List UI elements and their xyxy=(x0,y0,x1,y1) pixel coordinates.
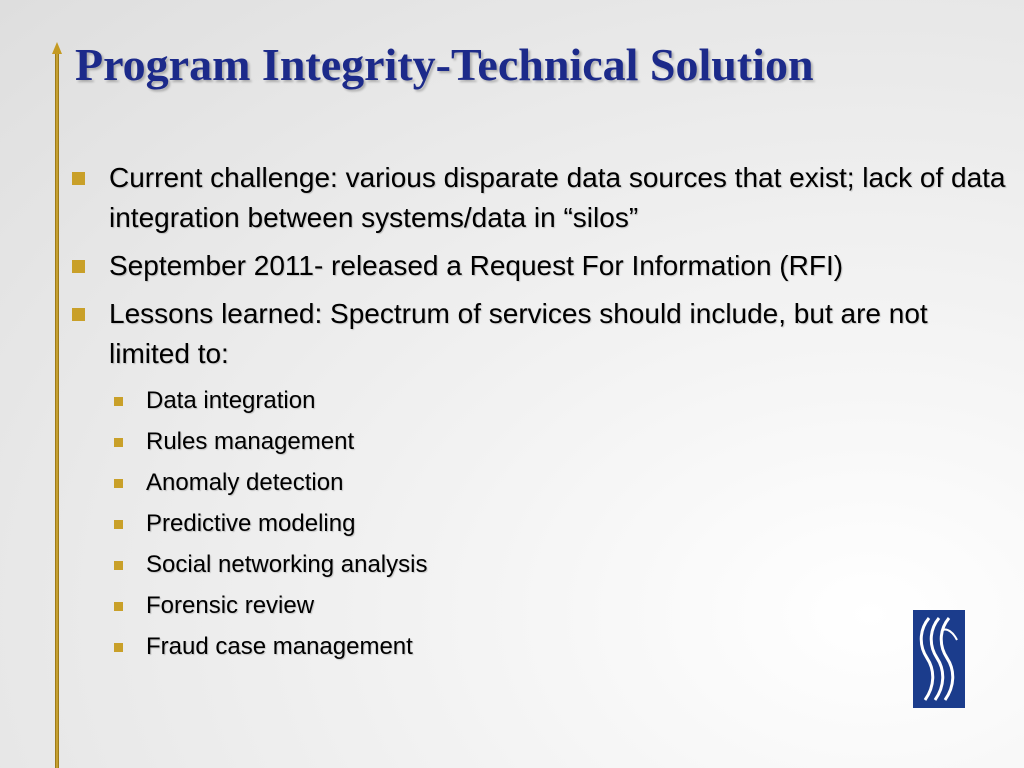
sub-bullet-item xyxy=(72,632,1012,662)
sub-bullet-text: Social networking analysis xyxy=(146,551,428,578)
sub-bullet-item xyxy=(72,550,1012,580)
sub-bullet-item xyxy=(72,591,1012,621)
sub-bullet-text: Fraud case management xyxy=(146,633,413,660)
square-bullet-icon xyxy=(114,520,123,529)
slide-content xyxy=(72,158,1012,673)
square-bullet-icon xyxy=(114,397,123,406)
square-bullet-icon xyxy=(114,479,123,488)
bullet-text: Lessons learned: Spectrum of services should include, but are not limited to: xyxy=(109,298,928,369)
sub-bullet-text: Predictive modeling xyxy=(146,510,356,537)
sub-bullet-item xyxy=(72,468,1012,498)
sub-bullet-item xyxy=(72,509,1012,539)
organization-logo-icon xyxy=(913,610,965,708)
sub-bullet-text: Forensic review xyxy=(146,592,315,619)
sub-bullet-text: Rules management xyxy=(146,428,355,455)
square-bullet-icon xyxy=(114,438,123,447)
slide-title: Program Integrity-Technical Solution xyxy=(75,39,814,90)
square-bullet-icon xyxy=(114,561,123,570)
sub-bullet-text: Data integration xyxy=(146,387,316,414)
accent-bar xyxy=(55,52,59,768)
sub-bullet-item xyxy=(72,427,1012,457)
bullet-text: Current challenge: various disparate data sources that exist; lack of data integration between systems/data in “silos” xyxy=(109,162,1006,233)
square-bullet-icon xyxy=(72,172,85,185)
square-bullet-icon xyxy=(114,602,123,611)
bullet-item xyxy=(72,246,1012,286)
square-bullet-icon xyxy=(72,260,85,273)
bullet-text: September 2011- released a Request For Information (RFI) xyxy=(109,250,844,281)
square-bullet-icon xyxy=(72,308,85,321)
bullet-item xyxy=(72,294,1012,374)
bullet-item xyxy=(72,158,1012,238)
sub-bullet-text: Anomaly detection xyxy=(146,469,344,496)
accent-bar-cap xyxy=(52,42,62,54)
square-bullet-icon xyxy=(114,643,123,652)
sub-bullet-item xyxy=(72,386,1012,416)
logo-graphic xyxy=(913,610,965,708)
